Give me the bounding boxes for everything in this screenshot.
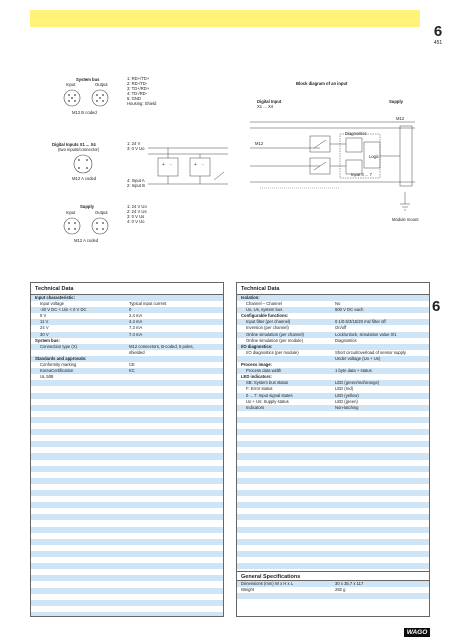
- row-label: I/O diagnostics:: [241, 343, 273, 349]
- right-panel-header: Technical Data: [237, 283, 429, 295]
- row-value: LED (green): [335, 398, 358, 404]
- row-value: LED (yellow): [335, 392, 359, 398]
- row-label: Inversion (per channel): [246, 325, 289, 331]
- row-label: Online simulation (per channel): [246, 331, 304, 337]
- system-bus-output-label: Output: [95, 82, 108, 87]
- general-specifications-rows: [237, 581, 429, 605]
- row-label: SB: System bus status: [246, 380, 289, 386]
- top-color-bar: [30, 10, 420, 27]
- row-value: Lock/unlock, simulation value 0/1: [335, 331, 397, 337]
- svg-text:-: -: [170, 162, 172, 168]
- row-label: 5 V: [40, 313, 47, 319]
- block-logic-label: Logic: [369, 154, 380, 159]
- system-bus-pin-housing: Housing: Shield: [127, 101, 157, 106]
- supply-input-label: Input: [66, 210, 76, 215]
- row-label: Weight: [241, 587, 254, 593]
- system-bus-title: System bus: [76, 77, 100, 82]
- row-label: KoreaCertification: [40, 368, 74, 374]
- row-value: LED (red): [335, 386, 354, 392]
- row-value: 0: [129, 307, 132, 313]
- supply-caption: M12 A coded: [74, 238, 99, 243]
- row-label: Process image:: [241, 362, 272, 368]
- supply-pin-2: 2: 24 V Us: [127, 209, 147, 214]
- supply-connectors-icon: [62, 216, 112, 236]
- row-label: 30 V: [40, 331, 49, 337]
- row-label: Connection type (X): [40, 343, 78, 349]
- block-input-label: Input 0 ... 7: [351, 172, 372, 177]
- digital-inputs-caption: M12 A coded: [72, 176, 97, 181]
- row-value: Short circuit/overload of sensor supply: [335, 349, 406, 355]
- general-specifications-header: General Specifications: [237, 571, 429, 581]
- row-label: 24 V: [40, 325, 49, 331]
- right-technical-data-panel: [236, 282, 430, 617]
- row-value: 7.3 mA: [129, 325, 143, 331]
- row-value: 0.1/0.5/3/15/20 ms/ filter off: [335, 319, 386, 325]
- block-m12-right: M12: [396, 116, 405, 121]
- page-number-main: 6: [433, 23, 443, 40]
- row-label: Uo + Us: Supply status: [246, 398, 289, 404]
- row-value: No: [335, 301, 341, 307]
- block-module-mount-label: Module mount: [392, 217, 419, 222]
- digital-inputs-pin-4: 4: Input A: [127, 178, 145, 183]
- block-digital-input-range: X1 ... X4: [257, 104, 274, 109]
- system-bus-pin-2: 2: RD-/TD-: [127, 81, 148, 86]
- row-value: shielded: [129, 349, 145, 355]
- digital-inputs-title: Digital Inputs X1 ... X4: [52, 142, 96, 147]
- row-label: Standards and approvals:: [35, 355, 87, 361]
- row-label: Conformity marking: [40, 362, 77, 368]
- system-bus-pin-1: 1: RD+/TD+: [127, 76, 150, 81]
- digital-inputs-pin-1: 1: 24 V: [127, 141, 141, 146]
- row-label: Configurable functions:: [241, 313, 289, 319]
- row-label: LED indicators:: [241, 374, 272, 380]
- row-value: CE: [129, 362, 135, 368]
- row-value: 2.4 mA: [129, 313, 143, 319]
- row-value: 4.4 mA: [129, 319, 143, 325]
- supply-title: Supply: [80, 204, 94, 209]
- block-diagram-schematic: [250, 112, 420, 217]
- row-value: 1 byte data + status: [335, 368, 372, 374]
- row-value: 500 V DC each: [335, 307, 364, 313]
- row-value: Typical input current: [129, 301, 167, 307]
- row-value: M12 connectors, B-coded, 5 poles,: [129, 343, 194, 349]
- digital-inputs-pin-3: 3: 0 V Uo: [127, 146, 145, 151]
- system-bus-pin-5: 5: GND: [127, 96, 141, 101]
- row-label: F: Error status: [246, 386, 273, 392]
- svg-text:+: +: [194, 162, 197, 168]
- row-label: Input characteristic:: [35, 295, 76, 300]
- row-label: System bus:: [35, 337, 60, 343]
- row-label: 11 V: [40, 319, 49, 325]
- svg-text:+: +: [162, 162, 165, 168]
- row-label: Uo, Us, system bus: [246, 307, 283, 313]
- row-value: 30 x 35.7 x 117: [335, 581, 364, 586]
- row-label: Process data width: [246, 368, 282, 374]
- supply-output-label: Output: [95, 210, 108, 215]
- row-label: Indicators: [246, 404, 265, 410]
- empty-row: [237, 599, 429, 605]
- svg-text:-: -: [202, 162, 204, 168]
- block-diagnostics-label: Diagnostics: [345, 131, 367, 136]
- row-label: UL 508: [40, 374, 54, 380]
- row-value: 282 g: [335, 587, 346, 593]
- supply-pin-1: 1: 24 V Uo: [127, 204, 147, 209]
- block-m12-left: M12: [255, 141, 264, 146]
- row-label: I/O diagnostics (per module): [246, 349, 299, 355]
- page-number: [425, 24, 451, 46]
- row-value: Non-latching: [335, 404, 359, 410]
- system-bus-connectors-icon: [62, 88, 112, 108]
- digital-inputs-connector-icon: [72, 153, 94, 175]
- row-label: Input voltage: [40, 301, 64, 307]
- empty-row: [31, 612, 223, 617]
- system-bus-input-label: Input: [66, 82, 76, 87]
- block-diagram-title: Block diagram of an input: [296, 81, 348, 86]
- right-panel-rows: [237, 295, 429, 575]
- system-bus-pin-3: 3: TD+/RD+: [127, 86, 150, 91]
- row-label: Dimensions (mm) W x H x L: [241, 581, 294, 586]
- row-label: Channel – Channel: [246, 301, 282, 307]
- side-chapter-tab: 6: [432, 298, 441, 315]
- row-value: Under voltage (Uo + Us): [335, 355, 381, 361]
- left-panel-header: Technical Data: [31, 283, 223, 295]
- row-value: Diagnostics: [335, 337, 357, 343]
- block-supply-label: Supply: [389, 99, 403, 104]
- page-number-sub: 451: [433, 40, 443, 46]
- system-bus-pin-4: 4: TD-/RD-: [127, 91, 148, 96]
- supply-pin-4: 4: 0 V Uo: [127, 219, 145, 224]
- row-value: On/off: [335, 325, 347, 331]
- row-label: Isolation:: [241, 295, 260, 300]
- digital-inputs-wiring-icon: [148, 142, 230, 190]
- row-label: Input filter (per channel): [246, 319, 291, 325]
- row-label: Online simulation (per module): [246, 337, 304, 343]
- digital-inputs-pin-2: 2: Input B: [127, 183, 145, 188]
- wago-logo: WAGO: [404, 628, 430, 637]
- row-value: KC: [129, 368, 135, 374]
- row-value: LED (green/red/orange): [335, 380, 380, 386]
- system-bus-caption: M12 B coded: [72, 110, 97, 115]
- left-technical-data-panel: [30, 282, 224, 617]
- row-label: -30 V DC < Uin < 0 V DC: [40, 307, 87, 313]
- digital-inputs-subtitle: (two inputs/connector): [58, 147, 100, 152]
- left-panel-rows: [31, 295, 223, 617]
- supply-pin-3: 3: 0 V Us: [127, 214, 145, 219]
- row-label: 0 ... 7: Input signal states: [246, 392, 293, 398]
- block-digital-input-label: Digital Input: [257, 99, 282, 104]
- row-value: 7.4 mA: [129, 331, 143, 337]
